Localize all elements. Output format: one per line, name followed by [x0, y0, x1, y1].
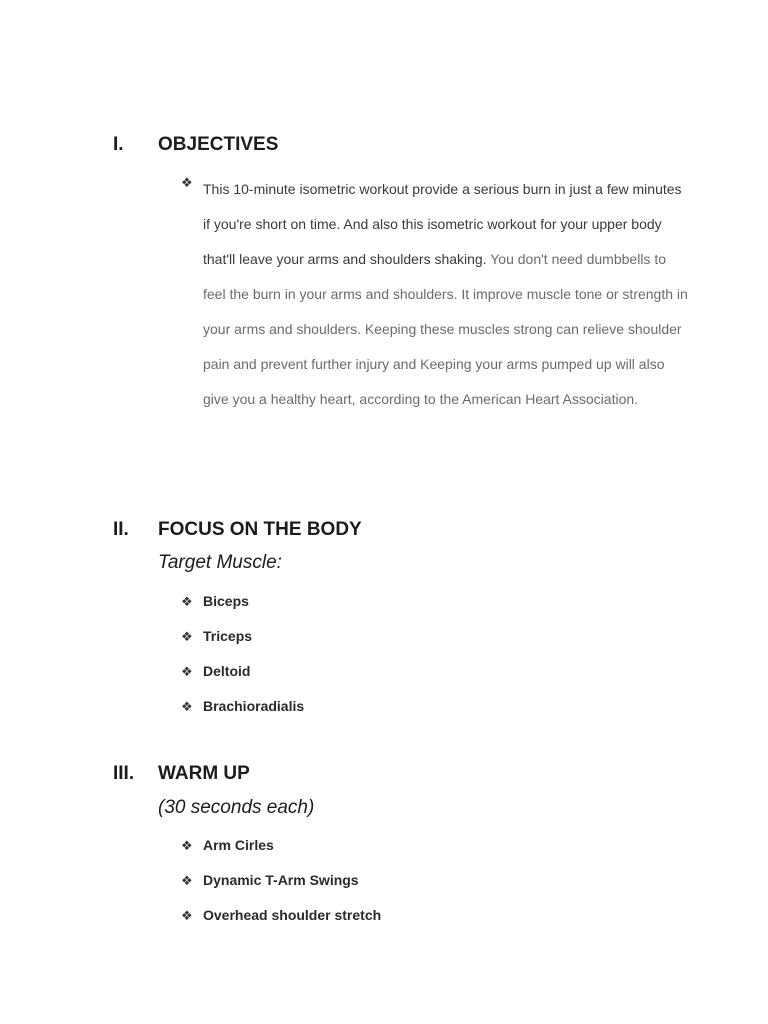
section-2-subheading: Target Muscle: — [158, 552, 282, 573]
bullet-icon: ❖ — [181, 908, 193, 923]
list-item: Deltoid — [203, 663, 251, 679]
list-item: Dynamic T-Arm Swings — [203, 872, 359, 888]
list-item: Brachioradialis — [203, 698, 305, 714]
section-3-number: III. — [113, 763, 135, 784]
bullet-icon: ❖ — [181, 664, 193, 679]
section-1-title: OBJECTIVES — [158, 134, 279, 155]
bullet-icon: ❖ — [181, 873, 193, 888]
section-2-number: II. — [113, 519, 129, 540]
bullet-icon: ❖ — [181, 838, 193, 853]
list-item: Arm Cirles — [203, 837, 274, 853]
objectives-paragraph — [203, 172, 688, 417]
section-3-subheading: (30 seconds each) — [158, 797, 315, 818]
list-item: Triceps — [203, 628, 253, 644]
objectives-text-dark: This 10-minute isometric workout provide a serious burn in just a few minutes if you're short on time. And also this isometric workout for your upper body that'll leave your arms and shoulders shaking. — [203, 181, 682, 267]
section-1-number: I. — [113, 134, 124, 155]
list-item: Biceps — [203, 593, 249, 609]
bullet-icon: ❖ — [181, 594, 193, 609]
bullet-icon: ❖ — [181, 175, 193, 190]
bullet-icon: ❖ — [181, 629, 193, 644]
section-2-title: FOCUS ON THE BODY — [158, 519, 362, 540]
section-3-title: WARM UP — [158, 763, 250, 784]
list-item: Overhead shoulder stretch — [203, 907, 382, 923]
objectives-text-gray: You don't need dumbbells to feel the burn in your arms and shoulders. It improve muscle tone or strength in your arms and shoulders. Keeping these muscles strong can relieve shoulder pain and prevent further injury and Keeping your arms pumped up will also give you a healthy heart, according to the American Heart Association. — [203, 251, 688, 407]
bullet-icon: ❖ — [181, 699, 193, 714]
